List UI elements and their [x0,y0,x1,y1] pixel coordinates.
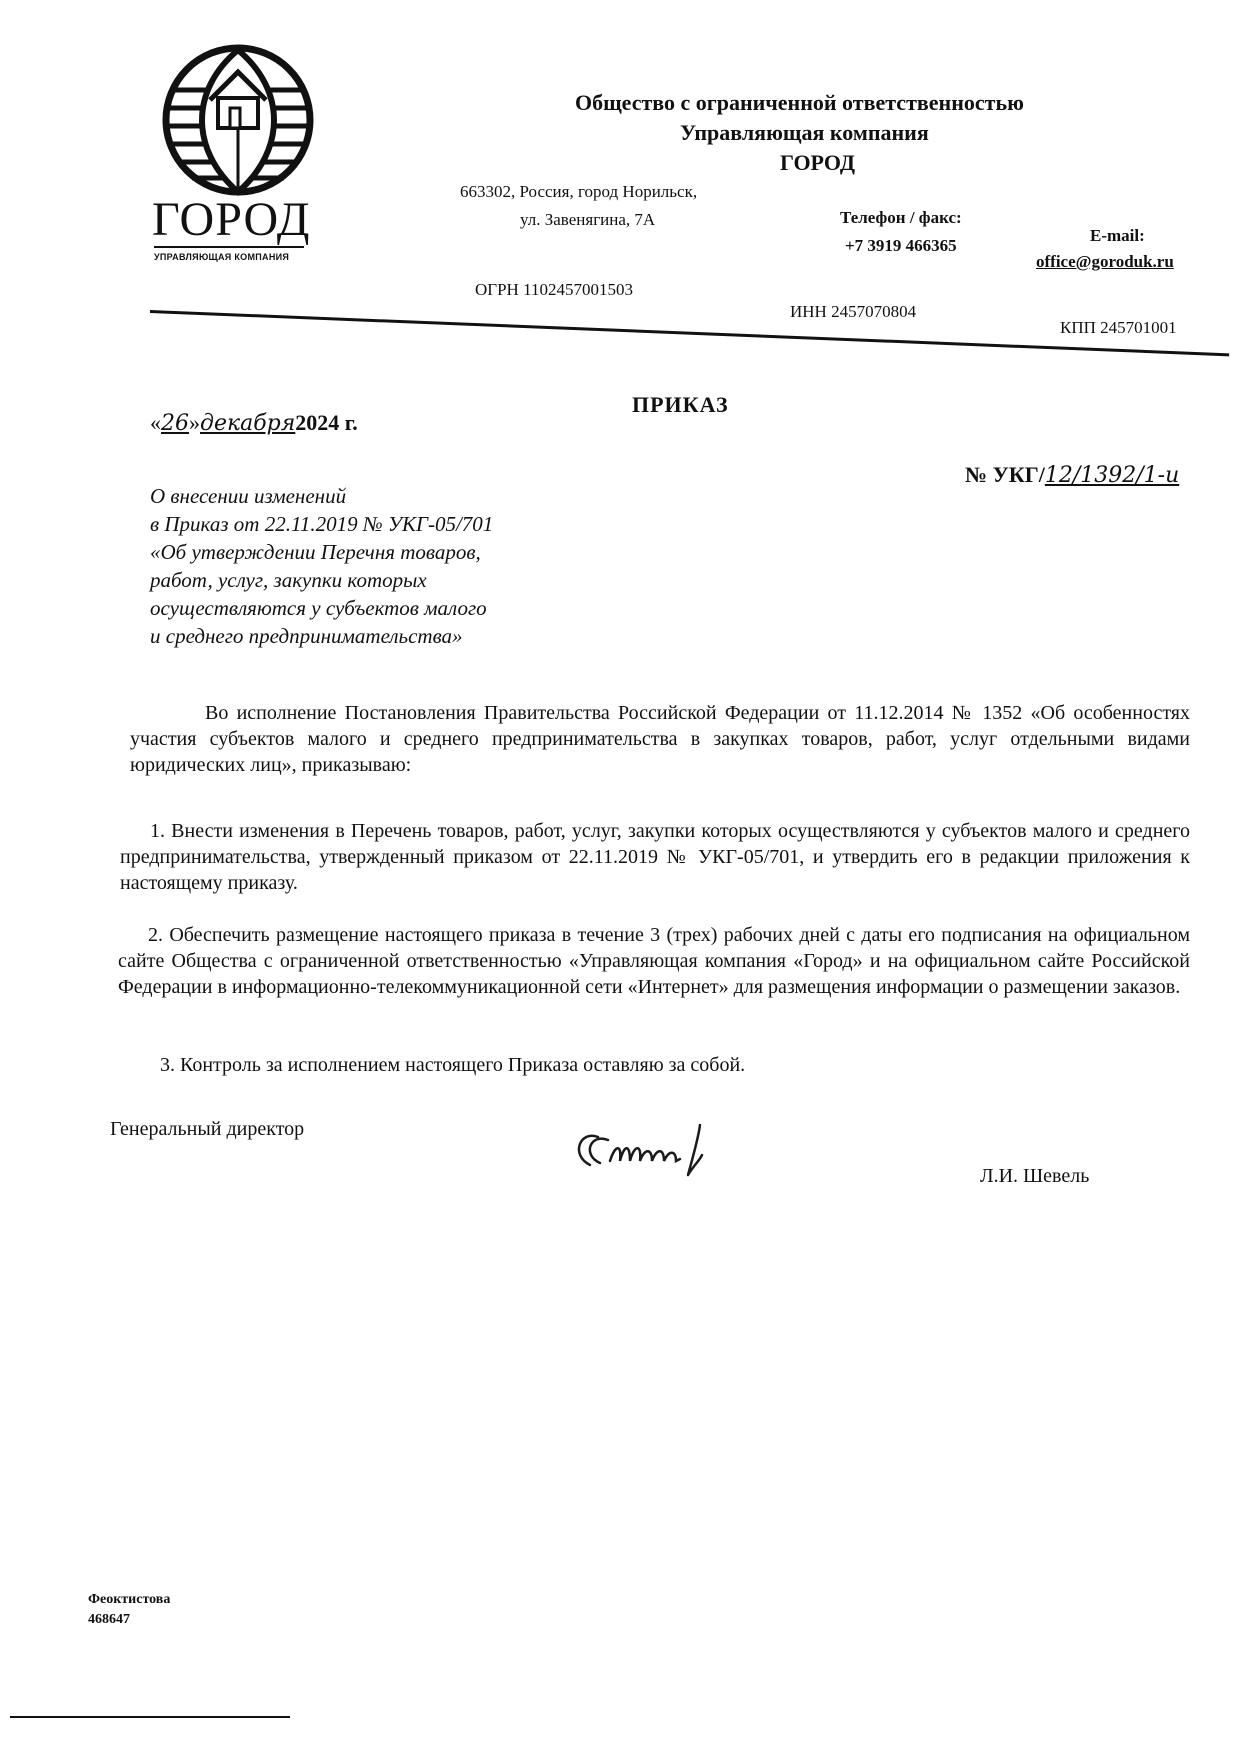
document-title: ПРИКАЗ [632,392,729,417]
company-logo [150,30,320,270]
subject-line: О внесении изменений [150,484,347,508]
body-item-2: 2. Обеспечить размещение настоящего приказа в течение 3 (трех) рабочих дней с даты его подписания на официальном сайте Общества с ограниченной ответственностью «Управляющая компания «Город» и на официальном сайте Российской Федерации в информационно-телекоммуникационной сети «Интернет» для размещения информации о размещении заказов. [118,924,1190,998]
executor-name: Феоктистова [88,1592,171,1607]
order-number-handwritten: 12/1392/1-и [1044,463,1180,488]
email-value[interactable]: office@goroduk.ru [1036,252,1174,271]
subject-line: и среднего предпринимательства» [150,624,463,648]
signatory-name: Л.И. Шевель [980,1165,1090,1187]
subject-line: работ, услуг, закупки которых [150,568,427,592]
inn: ИНН 2457070804 [790,302,917,321]
date-year: 2024 г. [295,410,358,435]
phone-value: +7 3919 466365 [845,236,957,255]
date-month: декабря [200,411,296,436]
subject-line: «Об утверждении Перечня товаров, [150,540,481,564]
date-day: 26 [161,411,189,436]
subject-line: осуществляются у субъектов малого [150,596,487,620]
body-item-1: 1. Внести изменения в Перечень товаров, работ, услуг, закупки которых осуществляются у субъектов малого и среднего предпринимательства, утвержденный приказом от 22.11.2019 № УКГ-05/701, и утвердить его в редакции приложения к настоящему приказу. [120,820,1190,894]
company-line-2: Управляющая компания [680,120,929,145]
address-line-1: 663302, Россия, город Норильск, [460,182,698,201]
logo-tagline: УПРАВЛЯЮЩАЯ КОМПАНИЯ [154,252,290,262]
order-number [965,462,1179,488]
address-line-2: ул. Завенягина, 7А [520,210,656,229]
executor-phone: 468647 [88,1612,130,1627]
order-date [150,410,358,436]
body-item-3: 3. Контроль за исполнением настоящего Приказа оставляю за собой. [160,1054,746,1076]
handwritten-signature [560,1115,760,1185]
logo-name: ГОРОД [152,193,311,246]
date-quote-close: » [189,410,200,435]
order-number-prefix: № УКГ/ [965,462,1045,487]
signatory-position: Генеральный директор [110,1118,305,1140]
ogrn: ОГРН 1102457001503 [475,280,633,299]
order-subject [150,482,493,650]
subject-line: в Приказ от 22.11.2019 № УКГ-05/701 [150,512,494,536]
company-line-1: Общество с ограниченной ответственностью [575,90,1024,115]
date-quote-open: « [150,410,161,435]
phone-label: Телефон / факс: [840,208,962,227]
company-line-3: ГОРОД [780,150,856,175]
body-intro: Во исполнение Постановления Правительства Российской Федерации от 11.12.2014 № 1352 «Об особенностях участия субъектов малого и среднего предпринимательства в закупках товаров, работ, услуг отдельными видами юридических лиц», приказываю: [130,702,1190,776]
footer-divider [10,1716,290,1718]
kpp: КПП 245701001 [1060,318,1177,337]
email-label: E-mail: [1090,226,1145,245]
